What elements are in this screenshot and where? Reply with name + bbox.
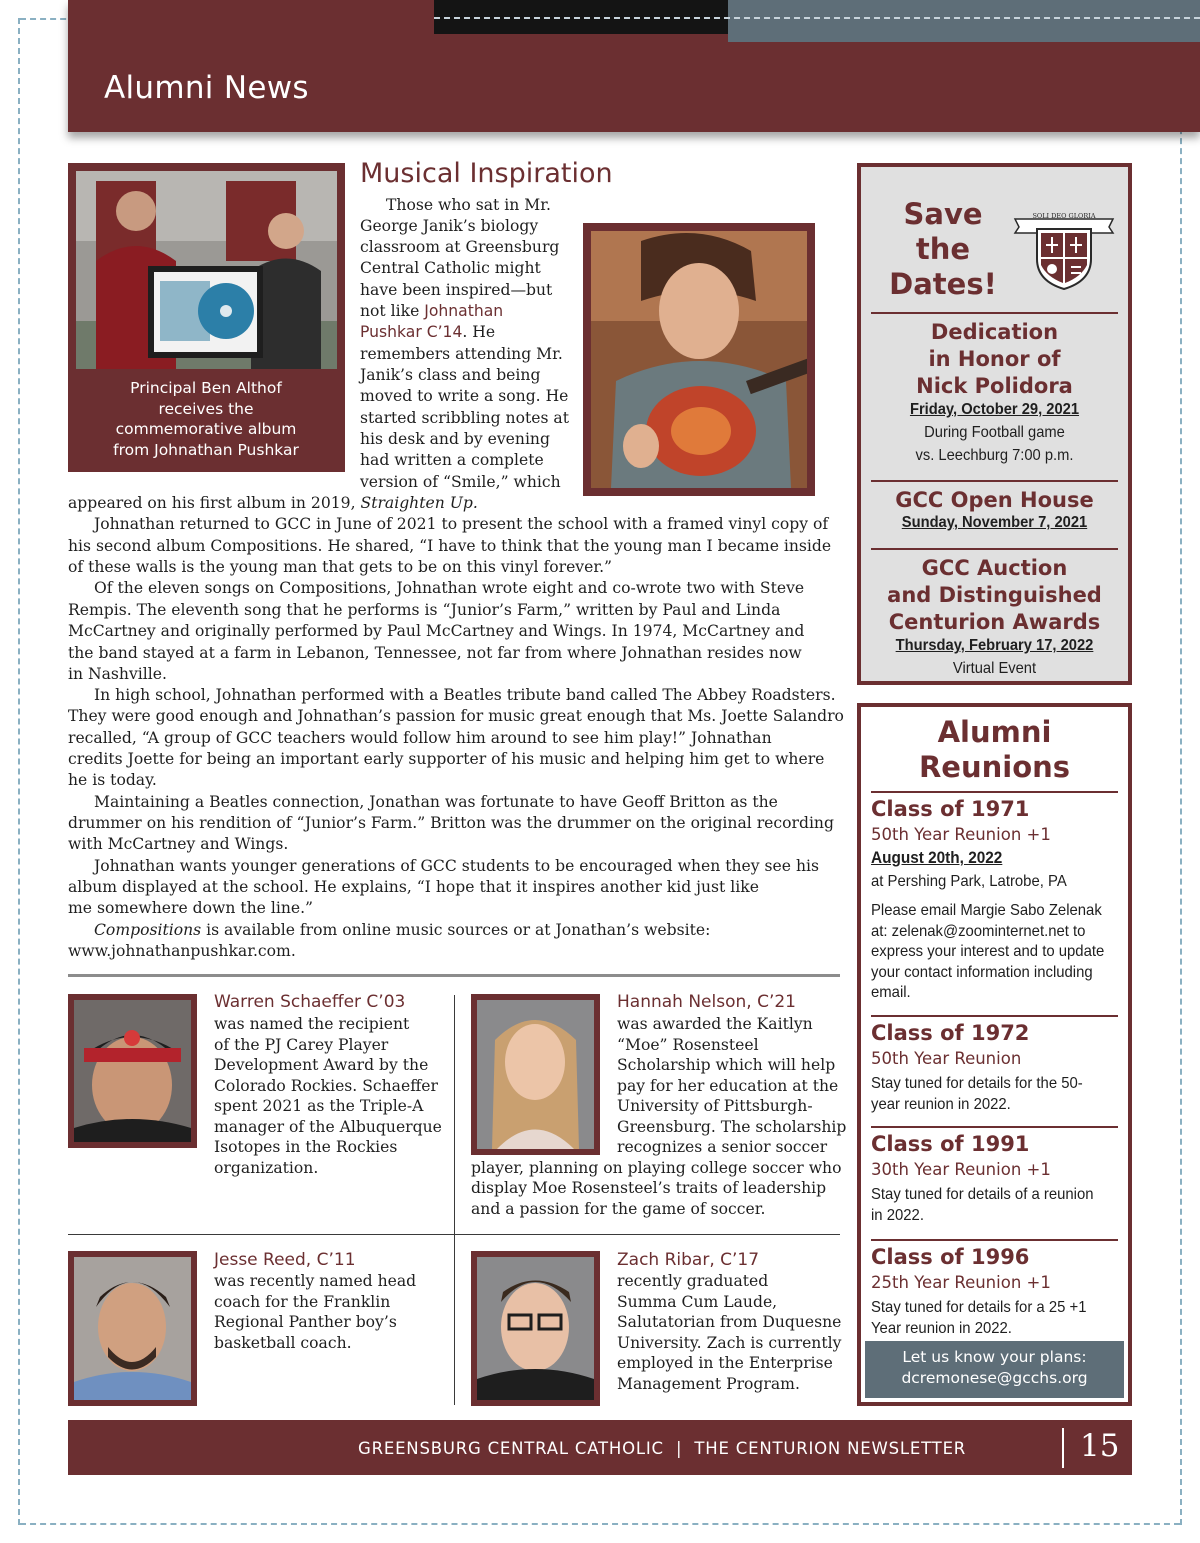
class-year: Class of 1971 [871,797,1030,821]
reunion-detail-line: in 2022. [871,1206,924,1224]
grid-divider-vertical [454,995,455,1405]
footer-publication: GREENSBURG CENTRAL CATHOLIC | THE CENTURION NEWSLETTER [358,1439,967,1458]
alumnus-text: and a passion for the game of soccer. [471,1200,766,1218]
article-line: credits Joette for being an important early supporter of his music and helping him get to where [68,750,825,768]
website-link[interactable]: www.johnathanpushkar.com. [68,942,296,960]
event-detail-line: During Football game [924,424,1065,441]
page-border-right [1180,18,1182,1525]
article-line: Johnathan returned to GCC in June of 2021 to present the school with a framed vinyl copy of [94,515,829,533]
photo-johnathan-guitar [583,223,815,496]
event-date: Sunday, November 7, 2021 [901,514,1088,531]
alumnus-name: Pushkar C’14 [360,323,463,341]
album-title: Compositions [94,921,202,939]
article-line: recalled, “A group of GCC teachers would follow him around to see him play!” Johnathan [68,729,772,747]
event-heading-line: Dedication [930,320,1059,344]
alumnus-text: Regional Panther boy’s [214,1313,397,1331]
alumnus-text: manager of the Albuquerque [214,1118,442,1136]
sidebar-rule [871,1126,1118,1128]
reunion-detail-line: at: zelenak@zoominternet.net to [871,922,1086,940]
page-footer [68,1420,1132,1475]
article-text: not like [360,302,425,320]
alumnus-text: Scholarship which will help [617,1056,836,1074]
event-heading-line: GCC Open House [895,488,1094,512]
photo-hannah [471,994,600,1155]
reunion-detail-line: Stay tuned for details for the 50- [871,1075,1083,1092]
event-heading-line: and Distinguished [887,583,1102,607]
photo-caption [76,378,336,460]
reunion-detail-line: year reunion in 2022. [871,1095,1011,1113]
article-line: of these walls is the young man that gets to be on this vinyl forever.” [68,558,612,576]
title-line: Reunions [918,750,1071,784]
caption-line: from Johnathan Pushkar [113,440,299,459]
event-date: Friday, October 29, 2021 [909,401,1080,418]
alumnus-text: Colorado Rockies. Schaeffer [214,1077,438,1095]
page-border-bottom [20,1523,1180,1525]
reunion-detail-line: Please email Margie Sabo Zelenak [871,902,1102,919]
alumnus-text: University. Zach is currently [617,1334,842,1352]
section-divider [68,974,840,977]
event-heading [861,487,1128,514]
page-number: 15 [1080,1428,1120,1464]
article-text: appeared on his first album in 2019, [68,494,361,512]
photo-warren [68,994,197,1148]
event-heading [861,555,1128,636]
alumnus-text: was recently named head [214,1272,417,1290]
article-line: in Nashville. [68,665,167,683]
alumnus-text: Isotopes in the Rockies [214,1138,398,1156]
caption-line: receives the [158,399,254,418]
article-line: version of “Smile,” which [360,473,561,491]
alumnus-text: pay for her education at the [617,1077,839,1095]
article-line [360,301,503,322]
sidebar-rule [871,1239,1118,1241]
article-line [94,920,710,941]
jesse-photo-illustration [74,1257,191,1400]
reunion-location: at Pershing Park, Latrobe, PA [871,873,1067,890]
article-line: Those who sat in Mr. [386,196,551,214]
principal-photo-illustration [76,171,337,369]
hannah-photo-illustration [477,1000,594,1149]
event-heading-line: Nick Polidora [916,374,1073,398]
header-accent-gray [728,0,1200,42]
save-dates-title [873,197,1013,302]
alumnus-text: “Moe” Rosensteel [617,1036,759,1054]
article-text: is available from online music sources or at Jonathan’s website: [201,921,711,939]
alumnus-text: organization. [214,1159,319,1177]
title-line: Alumni [937,715,1052,749]
article-text: . He [462,323,496,341]
event-heading-line: GCC Auction [921,556,1068,580]
article-line: McCartney and originally performed by Paul McCartney and Wings. In 1974, McCartney and [68,622,805,640]
reunion-detail-line: your contact information including [871,963,1093,981]
article-line: Maintaining a Beatles connection, Jonathan was fortunate to have Geoff Britton as the [94,793,778,811]
article-line: In high school, Johnathan performed with a Beatles tribute band called The Abbey Roadsters. [94,686,836,704]
article-line: George Janik’s biology [360,217,539,235]
alumnus-name: Warren Schaeffer C’03 [214,992,406,1012]
sidebar-rule [871,312,1118,314]
article-line: They were good enough and Johnathan’s passion for music great enough that Ms. Joette Salandro [68,707,844,725]
alumnus-name: Jesse Reed, C’11 [214,1250,356,1270]
caption-line: commemorative album [115,420,297,438]
article-line: have been inspired—but [360,281,553,299]
article-line: Central Catholic might [360,259,541,277]
reunion-detail-line: email. [871,984,911,1001]
reunion-date: August 20th, 2022 [871,849,1003,867]
page-border-left [18,18,20,1525]
article-line: had written a complete [360,451,544,469]
reunion-subtitle: 50th Year Reunion +1 [871,825,1051,844]
event-details [872,421,1118,467]
reunion-detail-line: Year reunion in 2022. [871,1319,1012,1337]
article-line: Janik’s class and being [360,366,541,384]
sidebar-rule [871,548,1118,550]
photo-zach [471,1251,600,1406]
title-line: Save [903,197,983,231]
article-line: with McCartney and Wings. [68,835,289,853]
alumnus-text: basketball coach. [214,1334,352,1352]
article-line: classroom at Greensburg [360,238,560,256]
article-line: his desk and by evening [360,430,550,448]
alumnus-text: spent 2021 as the Triple-A [214,1097,424,1115]
section-title: Alumni News [104,70,309,106]
alumnus-text: was awarded the Kaitlyn [617,1015,813,1033]
event-heading [861,319,1128,400]
alumnus-text: employed in the Enterprise [617,1354,833,1372]
crest-motto: SOLI DEO GLORIA [1032,212,1096,220]
warren-photo-illustration [74,1000,191,1142]
footer-divider [1062,1428,1064,1468]
title-line: Dates! [889,267,997,301]
alumnus-text: was named the recipient [214,1015,410,1033]
grid-divider-horizontal [68,1234,840,1235]
reunion-detail-line: Stay tuned for details of a reunion [871,1186,1094,1203]
article-line: he is today. [68,771,157,789]
reunion-subtitle: 30th Year Reunion +1 [871,1160,1051,1179]
reunion-details [871,901,1104,1004]
alumnus-name: Hannah Nelson, C’21 [617,992,796,1012]
alumnus-text: of the PJ Carey Player [214,1036,389,1054]
article-line: me somewhere down the line.” [68,899,314,917]
header-accent-dash [434,17,1200,19]
photo-jesse [68,1251,197,1406]
alumnus-text: coach for the Franklin [214,1293,391,1311]
article-line [68,493,478,514]
alumnus-text: Summa Cum Laude, [617,1293,778,1311]
alumnus-text: Greensburg. The scholarship [617,1118,847,1136]
reunion-details [871,1298,1086,1339]
article-line: album displayed at the school. He explains, “I hope that it inspires another kid just like [68,878,759,896]
alumnus-text: recently graduated [617,1272,769,1290]
class-year: Class of 1991 [871,1132,1030,1156]
event-details [872,657,1118,680]
caption-line: Principal Ben Althof [130,379,282,397]
alumnus-text: Management Program. [617,1375,800,1393]
alumnus-text: recognizes a senior soccer [617,1138,828,1156]
reunion-detail-line: express your interest and to update [871,943,1105,960]
alumnus-name: Zach Ribar, C’17 [617,1250,760,1270]
sidebar-rule [871,791,1118,793]
alumnus-text: display Moe Rosensteel’s traits of leadership [471,1179,827,1197]
zach-photo-illustration [477,1257,594,1400]
article-line: Rempis. The eleventh song that he performs is “Junior’s Farm,” written by Paul and Linda [68,601,781,619]
class-year: Class of 1972 [871,1021,1030,1045]
article-line: moved to write a song. He [360,387,569,405]
class-year: Class of 1996 [871,1245,1030,1269]
save-the-dates-box [857,163,1132,685]
alumnus-text: Salutatorian from Duquesne [617,1313,842,1331]
contact-email-link[interactable]: dcremonese@gcchs.org [901,1369,1088,1387]
album-title: Straighten Up. [360,494,478,512]
contact-plans-banner [865,1341,1124,1398]
article-line: remembers attending Mr. [360,345,563,363]
article-line: started scribbling notes at [360,409,570,427]
alumnus-text: player, planning on playing college soccer who [471,1159,842,1177]
reunion-subtitle: 25th Year Reunion +1 [871,1273,1051,1292]
reunion-subtitle: 50th Year Reunion [871,1049,1022,1068]
event-date: Thursday, February 17, 2022 [895,637,1094,654]
reunion-details [871,1074,1083,1115]
alumnus-text: University of Pittsburgh- [617,1097,813,1115]
alumni-reunions-box [857,703,1132,1406]
article-line: drummer on his rendition of “Junior’s Farm.” Britton was the drummer on the original recording [68,814,834,832]
guitarist-photo-illustration [591,231,807,488]
reunion-detail-line: Stay tuned for details for a 25 +1 [871,1299,1087,1316]
sidebar-rule [871,1015,1118,1017]
article-title: Musical Inspiration [360,158,613,189]
alumnus-name: Johnathan [424,302,504,320]
plans-prompt: Let us know your plans: [902,1348,1087,1366]
event-heading-line: Centurion Awards [888,610,1101,634]
event-detail-line: Virtual Event [952,660,1037,677]
reunions-title [861,715,1128,785]
event-detail-line: vs. Leechburg 7:00 p.m. [915,447,1074,464]
article-line: Of the eleven songs on Compositions, Johnathan wrote eight and co-wrote two with Steve [94,579,805,597]
alumnus-text: Development Award by the [214,1056,429,1074]
title-line: the [915,232,971,266]
reunion-details [871,1185,1094,1226]
article-line: Johnathan wants younger generations of GCC students to be encouraged when they see his [94,857,819,875]
sidebar-rule [871,480,1118,482]
article-line: his second album Compositions. He shared, “I have to think that the young man I became inside [68,537,832,555]
event-heading-line: in Honor of [928,347,1061,371]
article-line [360,322,495,343]
article-line: the band stayed at a farm in Lebanon, Tennessee, not far from where Johnathan resides now [68,644,802,662]
